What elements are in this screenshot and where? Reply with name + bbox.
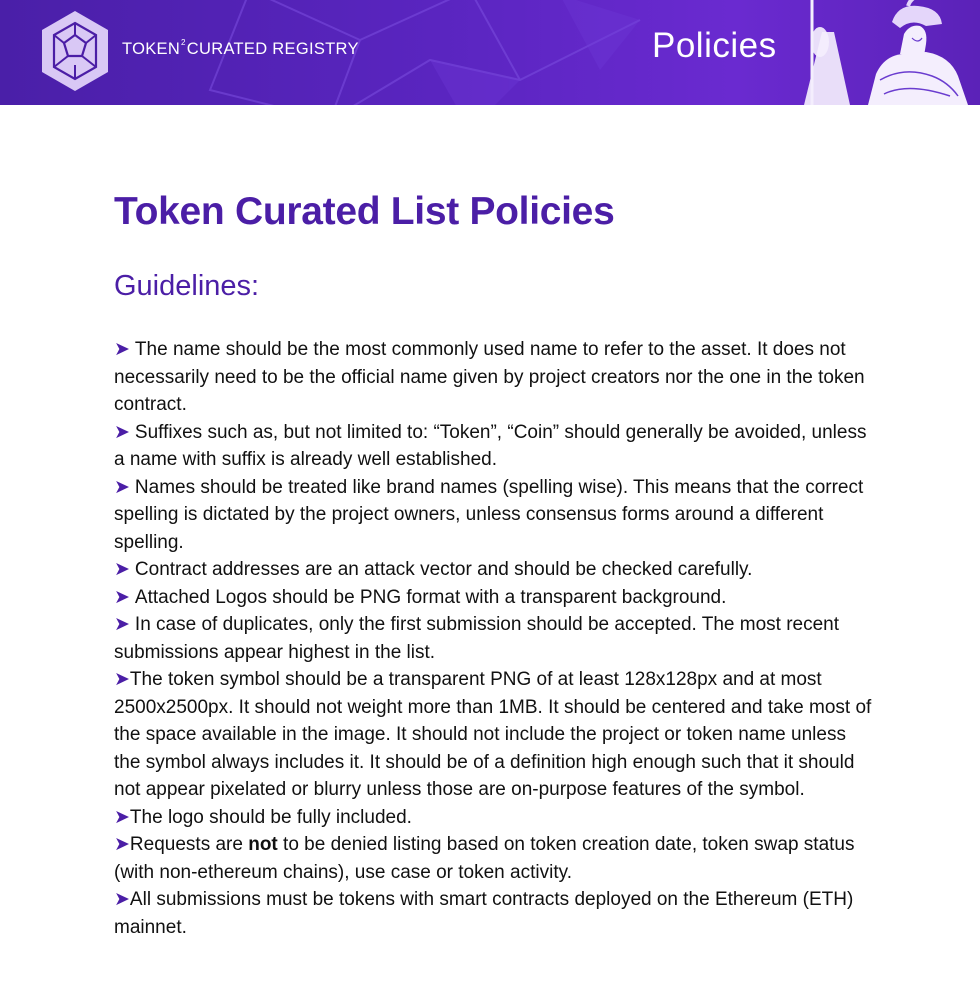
dodecahedron-logo-icon (40, 9, 110, 93)
guideline-item (114, 336, 874, 419)
arrow-bullet-icon: ➤ (114, 806, 130, 828)
brand-name: TOKEN$^2$CURATED REGISTRY (122, 37, 359, 58)
guideline-item (114, 556, 874, 584)
guideline-item (114, 804, 874, 832)
guideline-text: The token symbol should be a transparent PNG of at least 128x128px and at most 2500x2500px. It should not weight more than 1MB. It should be centered and take most of the space available in the image. It should not include the project or token name unless the symbol always includes it. It should be of a definition high enough such that it should not appear pixelated or blurry unless those are on-purpose features of the symbol. (114, 669, 872, 800)
guideline-item (114, 831, 874, 886)
arrow-bullet-icon: ➤ (114, 889, 130, 910)
guideline-text-post: to be denied listing based on token creation date, token swap status (with non-ethereum chains), use case or token activity. (114, 834, 855, 883)
guideline-item (114, 419, 874, 474)
guideline-item (114, 611, 874, 666)
guideline-item (114, 474, 874, 557)
page-label: Policies (652, 26, 777, 65)
arrow-bullet-icon: ➤ (114, 614, 130, 635)
arrow-bullet-icon: ➤ (114, 669, 130, 690)
guideline-text: Names should be treated like brand names (spelling wise). This means that the correct spelling is dictated by the project owners, unless consensus forms around a different spelling. (114, 476, 864, 553)
guideline-text: Attached Logos should be PNG format with a transparent background. (134, 586, 727, 608)
arrow-bullet-icon: ➤ (114, 476, 130, 498)
guideline-item (114, 584, 874, 612)
guideline-text: The name should be the most commonly used name to refer to the asset. It does not necessarily need to be the official name given by project creators nor the one in the token contract. (114, 339, 865, 415)
arrow-bullet-icon: ➤ (114, 339, 130, 360)
section-title-guidelines: Guidelines: (114, 270, 260, 302)
guideline-text-pre: Requests are (129, 834, 249, 855)
guideline-text: All submissions must be tokens with smart contracts deployed on the Ethereum (ETH) mainnet. (114, 889, 854, 938)
guidelines-list (114, 336, 874, 941)
logo[interactable] (40, 9, 110, 93)
arrow-bullet-icon: ➤ (114, 421, 130, 443)
guideline-text: In case of duplicates, only the first submission should be accepted. The most recent submissions appear highest in the list. (114, 614, 840, 663)
arrow-bullet-icon: ➤ (114, 586, 130, 608)
header-banner (0, 0, 980, 105)
document-title: Token Curated List Policies (114, 190, 615, 233)
guideline-text: Contract addresses are an attack vector and should be checked carefully. (134, 559, 753, 580)
guideline-item (114, 666, 874, 804)
arrow-bullet-icon: ➤ (114, 559, 130, 580)
guideline-item (114, 886, 874, 941)
athena-statue-icon (800, 0, 980, 105)
guideline-text-emphasis: not (248, 834, 278, 855)
guideline-text: The logo should be fully included. (129, 806, 412, 828)
arrow-bullet-icon: ➤ (114, 834, 130, 855)
guideline-text: Suffixes such as, but not limited to: “Token”, “Coin” should generally be avoided, unless a name with suffix is already well established. (114, 421, 867, 470)
